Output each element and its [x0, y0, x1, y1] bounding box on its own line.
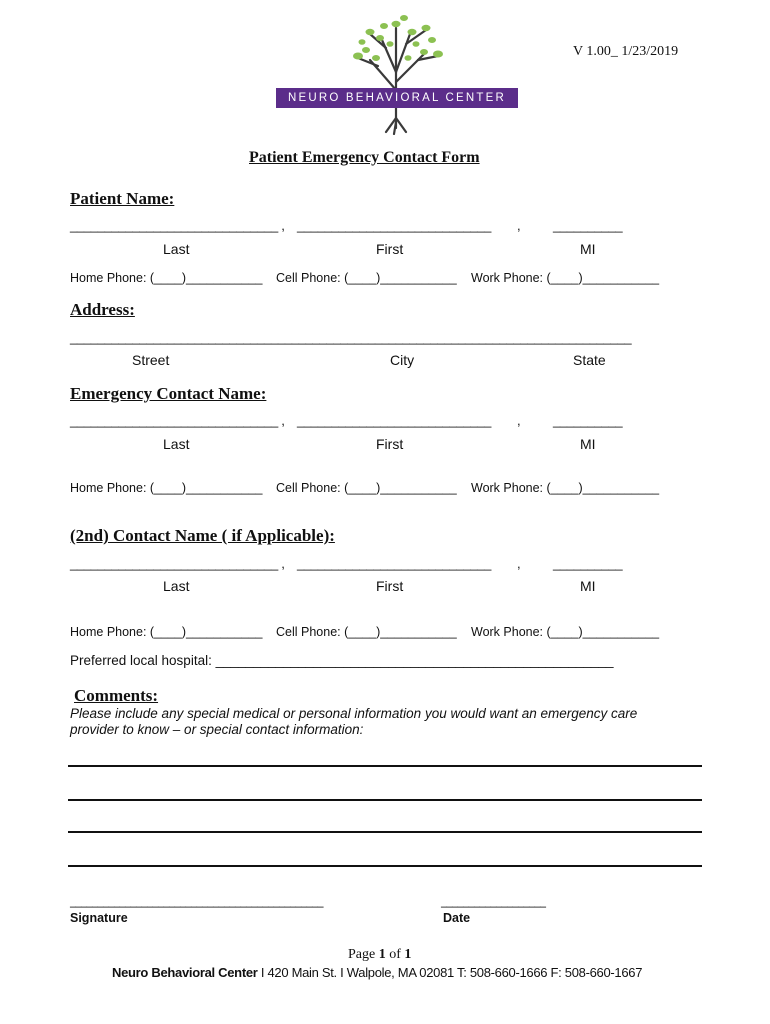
last-name-field[interactable]: ______________________________ , [70, 556, 285, 571]
signature-label: Signature [70, 911, 128, 925]
work-phone-field[interactable]: Work Phone: (____)___________ [471, 481, 660, 495]
first-name-field[interactable]: ____________________________ [297, 218, 492, 233]
patient-name-heading: Patient Name: [70, 189, 175, 208]
mi-label: MI [580, 241, 596, 257]
mi-label: MI [580, 578, 596, 594]
first-name-field[interactable]: ____________________________ [297, 413, 492, 428]
comment-line[interactable] [68, 865, 702, 867]
page-indicator [348, 947, 411, 963]
first-label: First [376, 578, 404, 594]
comma: , [517, 218, 521, 233]
emergency-contact-heading: Emergency Contact Name: [70, 384, 267, 403]
comments-instruction-line2: provider to know – or special contact information: [70, 722, 364, 737]
mi-field[interactable]: __________ [553, 413, 623, 428]
date-label: Date [443, 911, 471, 925]
comments-instruction-line1: Please include any special medical or personal information you would want an emergency care [70, 706, 638, 721]
first-label: First [376, 241, 404, 257]
page-of: of [385, 947, 405, 962]
last-name-field[interactable]: ______________________________ , [70, 218, 285, 233]
first-label: First [376, 436, 404, 452]
comment-line[interactable] [68, 831, 702, 833]
tree-icon [340, 10, 450, 135]
mi-label: MI [580, 436, 596, 452]
street-label: Street [132, 352, 170, 368]
form-title: Patient Emergency Contact Form [249, 149, 480, 166]
home-phone-field[interactable]: Home Phone: (____)___________ [70, 271, 263, 285]
last-label: Last [163, 241, 190, 257]
comma: , [517, 556, 521, 571]
state-label: State [573, 352, 606, 368]
address-heading: Address: [70, 300, 135, 319]
page-total: 1 [404, 947, 412, 962]
cell-phone-field[interactable]: Cell Phone: (____)___________ [276, 625, 457, 639]
comma: , [517, 413, 521, 428]
date-field[interactable]: ___________________ [441, 895, 546, 909]
address-field[interactable]: _________________________________________________________________________________ [70, 330, 632, 345]
last-label: Last [163, 436, 190, 452]
cell-phone-field[interactable]: Cell Phone: (____)___________ [276, 271, 457, 285]
version-label: V 1.00_ 1/23/2019 [573, 44, 679, 59]
comment-line[interactable] [68, 799, 702, 801]
work-phone-field[interactable]: Work Phone: (____)___________ [471, 271, 660, 285]
footer-address [112, 965, 642, 980]
comment-line[interactable] [68, 765, 702, 767]
work-phone-field[interactable]: Work Phone: (____)___________ [471, 625, 660, 639]
first-name-field[interactable]: ____________________________ [297, 556, 492, 571]
second-contact-heading: (2nd) Contact Name ( if Applicable): [70, 526, 335, 545]
home-phone-field[interactable]: Home Phone: (____)___________ [70, 625, 263, 639]
footer-details: I 420 Main St. I Walpole, MA 02081 T: 508-660-1666 F: 508-660-1667 [257, 965, 643, 980]
home-phone-field[interactable]: Home Phone: (____)___________ [70, 481, 263, 495]
comments-heading: Comments: [74, 686, 159, 705]
signature-field[interactable]: ______________________________________________ [70, 895, 323, 909]
page-prefix: Page [348, 947, 379, 962]
mi-field[interactable]: __________ [553, 556, 623, 571]
city-label: City [390, 352, 415, 368]
cell-phone-field[interactable]: Cell Phone: (____)___________ [276, 481, 457, 495]
last-name-field[interactable]: ______________________________ , [70, 413, 285, 428]
footer-org: Neuro Behavioral Center [112, 965, 258, 980]
logo-text: NEURO BEHAVIORAL CENTER [287, 92, 507, 104]
mi-field[interactable]: __________ [553, 218, 623, 233]
page-number: 1 [378, 947, 386, 962]
preferred-hospital-field[interactable]: Preferred local hospital: _____________________________________________________ [70, 653, 614, 668]
last-label: Last [163, 578, 190, 594]
